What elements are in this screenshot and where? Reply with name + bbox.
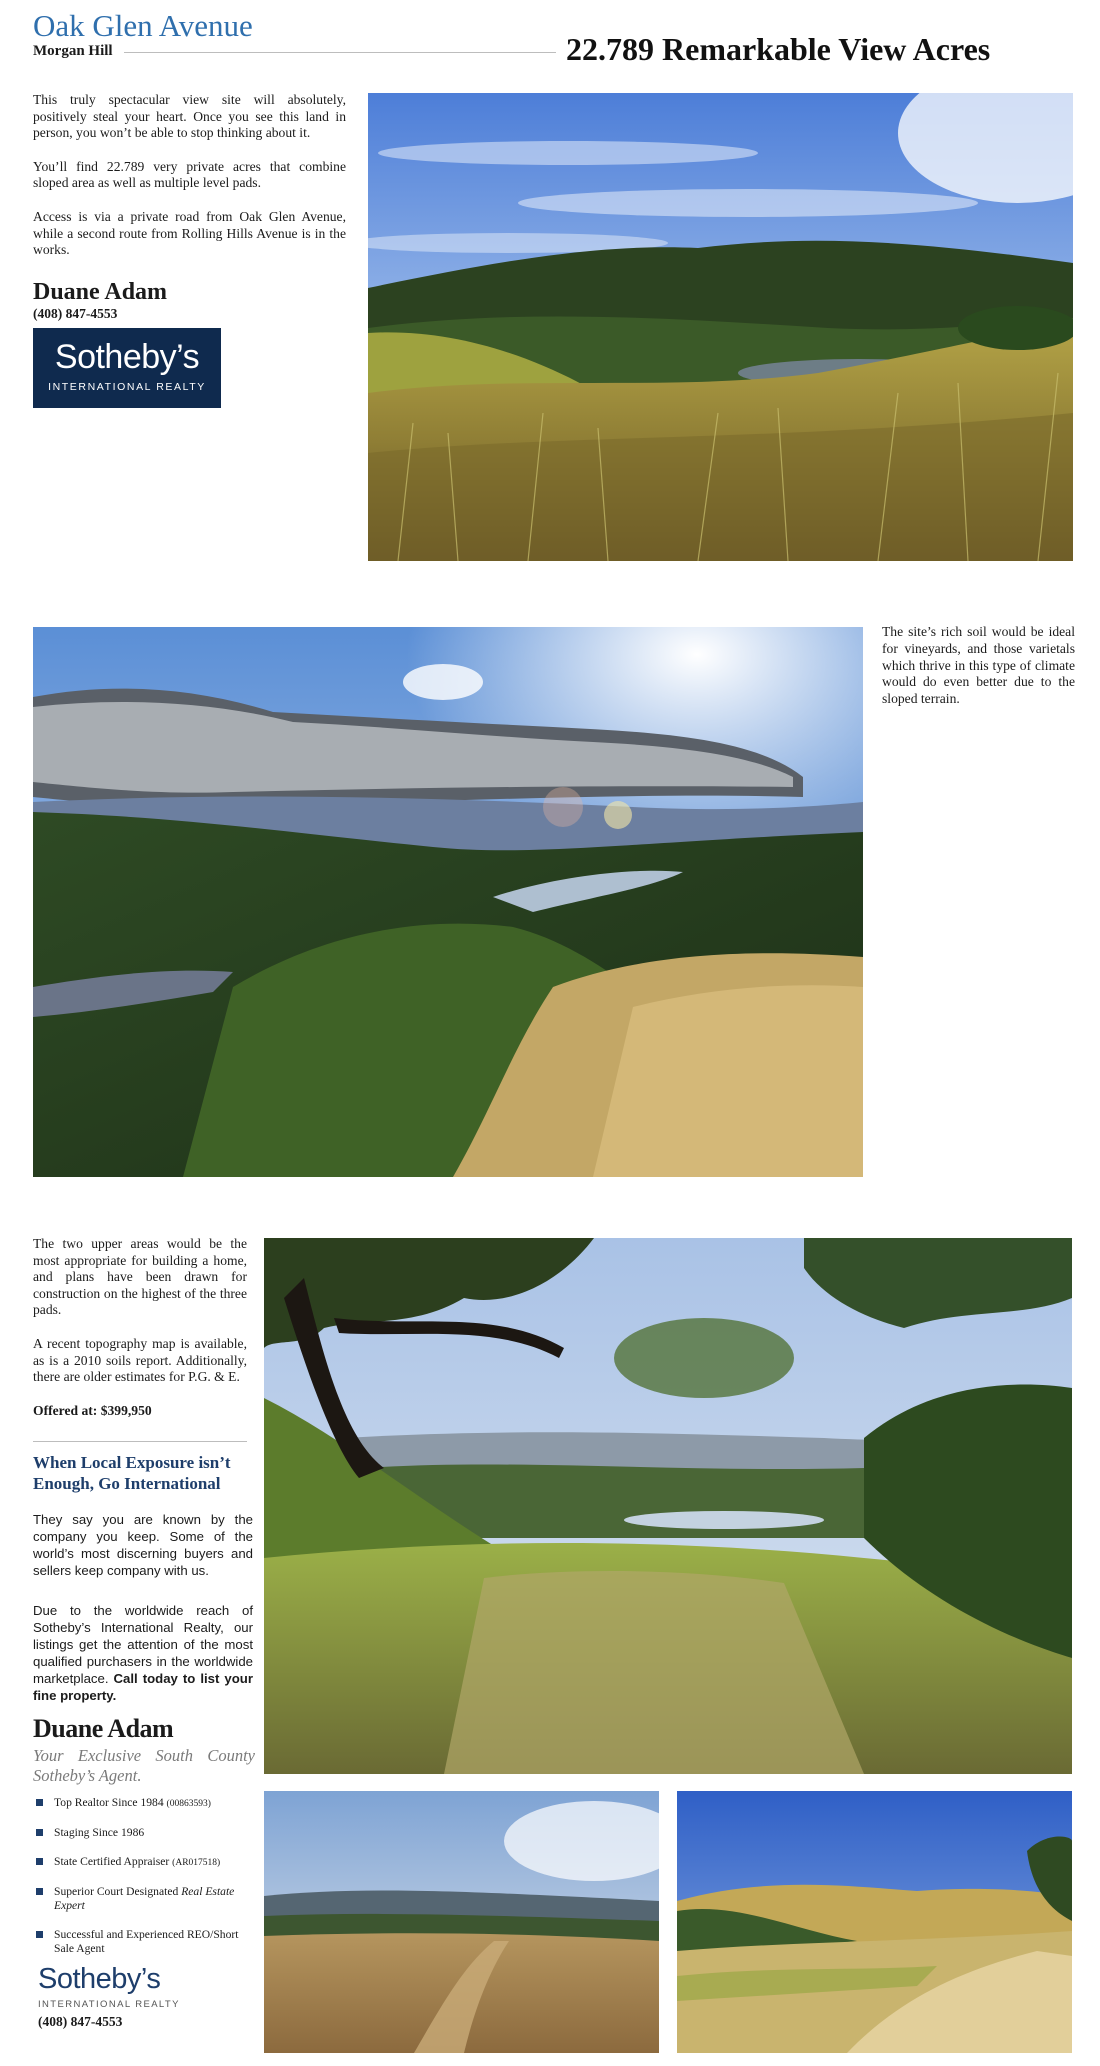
intro-text	[33, 92, 346, 259]
profile-tagline: Your Exclusive South County Sotheby’s Agent.	[33, 1746, 255, 1785]
valley-reservoir-photo	[33, 627, 863, 1177]
golden-hills-path-photo	[677, 1791, 1072, 2053]
build-details	[33, 1236, 247, 1419]
list-item: Staging Since 1986	[33, 1826, 255, 1840]
sothebys-logo	[33, 328, 221, 408]
build-paragraph-1: The two upper areas would be the most appropriate for building a home, and plans have been drawn for construction on the highest of the three pads.	[33, 1236, 247, 1318]
offered-price: Offered at: $399,950	[33, 1402, 152, 1418]
bullet-square-icon	[36, 1858, 43, 1865]
bullet-square-icon	[36, 1829, 43, 1836]
promo-paragraph-2-text: Due to the worldwide reach of Sotheby’s International Realty, our listings get the attention of the most qualified purchasers in the worldwide marketplace.	[33, 1603, 253, 1686]
oak-tree-view-photo	[264, 1238, 1072, 1774]
sothebys-logo-footer	[38, 1963, 180, 2010]
profile-name: Duane Adam	[33, 1714, 174, 1743]
page-title: Oak Glen Avenue	[33, 8, 253, 43]
build-paragraph-2: A recent topography map is available, as is a 2010 soils report. Additionally, there are older estimates for P.G. & E.	[33, 1335, 247, 1385]
city-label: Morgan Hill	[33, 43, 113, 59]
bullet-square-icon	[36, 1888, 43, 1895]
logo-subtitle: INTERNATIONAL REALTY	[48, 381, 206, 393]
list-item: Superior Court Designated Real Estate Expert	[33, 1885, 255, 1913]
intro-paragraph-3: Access is via a private road from Oak Glen Avenue, while a second route from Rolling Hills Avenue is in the works.	[33, 208, 346, 258]
logo-wordmark: Sotheby’s	[54, 338, 200, 376]
list-item: Top Realtor Since 1984 (00863593)	[33, 1796, 255, 1811]
promo-heading: When Local Exposure isn’t Enough, Go International	[33, 1453, 231, 1493]
list-item: State Certified Appraiser (AR017518)	[33, 1855, 255, 1870]
credentials-list	[33, 1796, 255, 1971]
promo-cta: Call today to list your fine property.	[33, 1670, 253, 1703]
footer-phone: (408) 847-4553	[38, 2014, 123, 2029]
headline: 22.789 Remarkable View Acres	[566, 31, 991, 67]
agent-name: Duane Adam	[33, 279, 168, 305]
bullet-square-icon	[36, 1931, 43, 1938]
list-item: Successful and Experienced REO/Short Sale Agent	[33, 1928, 255, 1956]
promo-paragraph-2	[33, 1603, 253, 1704]
logo-wordmark: Sotheby’s	[38, 1963, 161, 1995]
intro-paragraph-1: This truly spectacular view site will absolutely, positively steal your heart. Once you see this land in person, you won’t be able to stop thinking about it.	[33, 92, 346, 141]
logo-subtitle: INTERNATIONAL REALTY	[38, 1999, 180, 2010]
agent-phone: (408) 847-4553	[33, 306, 118, 321]
bullet-square-icon	[36, 1799, 43, 1806]
section-divider	[33, 1441, 247, 1442]
soil-note: The site’s rich soil would be ideal for vineyards, and those varietals which thrive in this type of climate would do even better due to the sloped terrain.	[882, 624, 1075, 707]
promo-paragraph-1: They say you are known by the company you keep. Some of the world’s most discerning buyers and sellers keep company with us.	[33, 1512, 253, 1578]
intro-paragraph-2: You’ll find 22.789 very private acres that combine sloped area as well as multiple level pads.	[33, 158, 346, 191]
header-divider	[124, 52, 556, 53]
hero-photo-lake-hills	[368, 93, 1073, 561]
dirt-path-field-photo	[264, 1791, 659, 2053]
